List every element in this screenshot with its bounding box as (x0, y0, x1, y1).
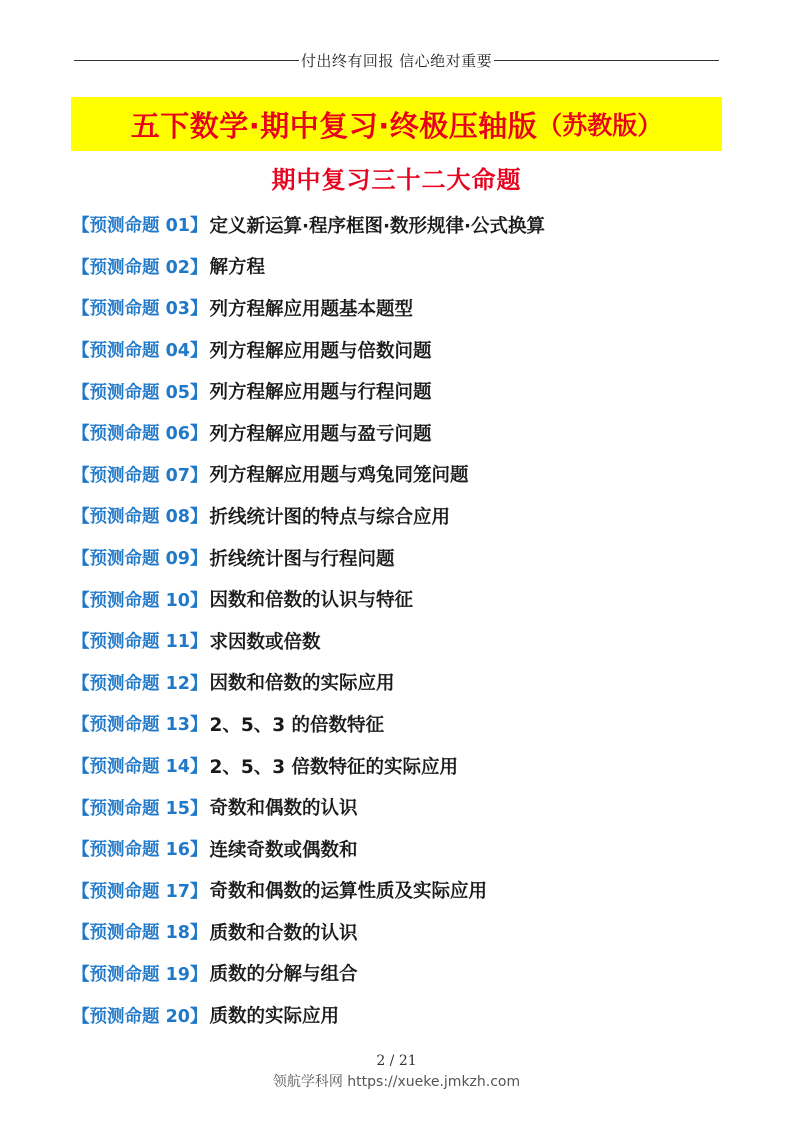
topic-text: 奇数和偶数的认识 (209, 798, 358, 820)
list-item (72, 412, 732, 454)
topic-tag: 【预测命题 02】 (72, 257, 208, 278)
list-item (72, 786, 732, 828)
document-subtitle: 期中复习三十二大命题 (271, 166, 522, 194)
topic-tag: 【预测命题 03】 (72, 299, 208, 320)
list-item (72, 370, 732, 412)
topic-text: 奇数和偶数的运算性质及实际应用 (209, 881, 487, 903)
list-item (72, 246, 732, 288)
list-item (72, 329, 732, 371)
topic-tag: 【预测命题 09】 (72, 549, 208, 570)
topic-text: 2、5、3 的倍数特征 (209, 714, 385, 736)
list-item (72, 994, 732, 1036)
list-item (72, 828, 732, 870)
topic-tag: 【预测命题 10】 (72, 590, 208, 611)
topic-tag: 【预测命题 14】 (72, 757, 208, 778)
topic-tag: 【预测命题 18】 (72, 923, 208, 944)
topic-tag: 【预测命题 08】 (72, 507, 208, 528)
list-item (72, 911, 732, 953)
topic-tag: 【预测命题 15】 (72, 798, 208, 819)
list-item (72, 204, 732, 246)
list-item (72, 537, 732, 579)
header-motto: 付出终有回报 信心绝对重要 (300, 52, 493, 70)
topic-text: 求因数或倍数 (209, 631, 321, 653)
topic-text: 折线统计图的特点与综合应用 (209, 506, 450, 528)
page-number: 2 / 21 (376, 1053, 417, 1069)
topic-text: 定义新运算·程序框图·数形规律·公式换算 (209, 215, 546, 237)
header-rule-left (74, 60, 299, 61)
topic-tag: 【预测命题 12】 (72, 673, 208, 694)
topic-tag: 【预测命题 06】 (72, 424, 208, 445)
topic-tag: 【预测命题 11】 (72, 632, 208, 653)
topic-tag: 【预测命题 16】 (72, 840, 208, 861)
topic-text: 列方程解应用题与倍数问题 (209, 340, 432, 362)
topic-tag: 【预测命题 19】 (72, 964, 208, 985)
list-item (72, 703, 732, 745)
document-title: 五下数学·期中复习·终极压轴版 (130, 108, 538, 143)
topic-tag: 【预测命题 05】 (72, 382, 208, 403)
topic-text: 质数的分解与组合 (209, 964, 358, 986)
topic-text: 因数和倍数的认识与特征 (209, 590, 413, 612)
topic-text: 列方程解应用题与盈亏问题 (209, 423, 432, 445)
topic-text: 质数的实际应用 (209, 1006, 339, 1028)
list-item (72, 495, 732, 537)
list-item (72, 620, 732, 662)
list-item (72, 578, 732, 620)
list-item (72, 662, 732, 704)
topic-tag: 【预测命题 13】 (72, 715, 208, 736)
topic-text: 列方程解应用题基本题型 (209, 298, 413, 320)
list-item (72, 870, 732, 912)
topic-text: 因数和倍数的实际应用 (209, 673, 395, 695)
page-header (74, 50, 719, 71)
topic-text: 2、5、3 倍数特征的实际应用 (209, 756, 459, 778)
topic-tag: 【预测命题 17】 (72, 881, 208, 902)
topic-text: 列方程解应用题与行程问题 (209, 382, 432, 404)
topic-tag: 【预测命题 20】 (72, 1006, 208, 1027)
topic-text: 质数和合数的认识 (209, 922, 358, 944)
footer-source: 领航学科网 https://xueke.jmkzh.com (272, 1074, 521, 1090)
topic-text: 解方程 (209, 257, 265, 279)
list-item (72, 454, 732, 496)
topic-text: 列方程解应用题与鸡兔同笼问题 (209, 465, 469, 487)
list-item (72, 745, 732, 787)
topic-tag: 【预测命题 01】 (72, 216, 208, 237)
list-item (72, 287, 732, 329)
list-item (72, 953, 732, 995)
topic-text: 连续奇数或偶数和 (209, 839, 358, 861)
topic-tag: 【预测命题 04】 (72, 341, 208, 362)
title-banner (71, 97, 722, 151)
header-rule-right (494, 60, 719, 61)
topic-list (72, 204, 732, 1036)
topic-text: 折线统计图与行程问题 (209, 548, 395, 570)
document-edition: （苏教版） (537, 111, 663, 140)
topic-tag: 【预测命题 07】 (72, 465, 208, 486)
